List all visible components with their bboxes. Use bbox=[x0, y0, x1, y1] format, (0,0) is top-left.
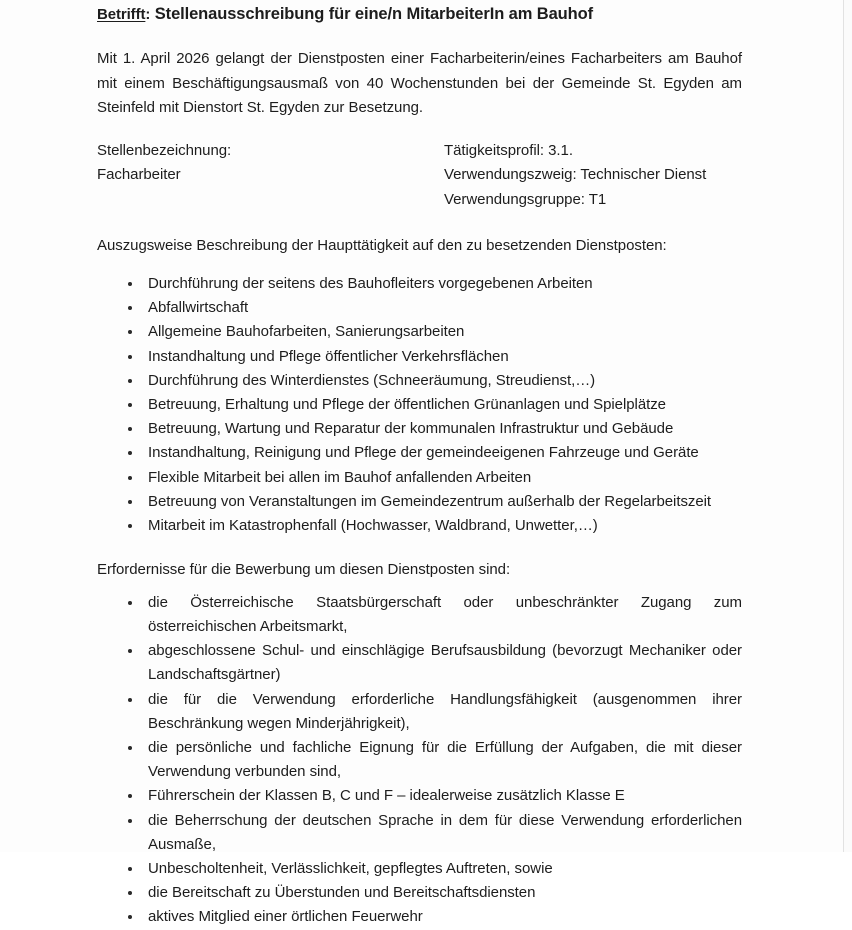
list-item: Mitarbeit im Katastrophenfall (Hochwasser, Waldbrand, Unwetter,…) bbox=[97, 514, 742, 538]
list-item: die Österreichische Staatsbürgerschaft oder unbeschränkter Zugang zum österreichischen Arbeitsmarkt, bbox=[97, 591, 742, 639]
tasks-heading: Auszugsweise Beschreibung der Haupttätigkeit auf den zu besetzenden Dienstposten: bbox=[97, 236, 667, 254]
employment-branch: Verwendungszweig: Technischer Dienst bbox=[444, 166, 707, 183]
tasks-list bbox=[97, 258, 742, 538]
requirements-list bbox=[97, 583, 742, 930]
list-item: Durchführung der seitens des Bauhofleiters vorgegebenen Arbeiten bbox=[97, 272, 742, 296]
list-item: aktives Mitglied einer örtlichen Feuerwehr bbox=[97, 905, 742, 929]
job-details-left-column bbox=[97, 139, 427, 188]
position-label: Stellenbezeichnung: bbox=[97, 141, 232, 159]
list-item: die Bereitschaft zu Überstunden und Bereitschaftsdiensten bbox=[97, 881, 742, 905]
list-item: Betreuung, Wartung und Reparatur der kommunalen Infrastruktur und Gebäude bbox=[97, 417, 742, 441]
list-item: Betreuung von Veranstaltungen im Gemeindezentrum außerhalb der Regelarbeitszeit bbox=[97, 490, 742, 514]
list-item: Instandhaltung und Pflege öffentlicher Verkehrsflächen bbox=[97, 345, 742, 369]
list-item: Abfallwirtschaft bbox=[97, 296, 742, 320]
job-details-columns bbox=[97, 121, 742, 217]
page-title: Stellenausschreibung für eine/n MitarbeiterIn am Bauhof bbox=[154, 5, 594, 23]
requirements-heading: Erfordernisse für die Bewerbung um diesen Dienstposten sind: bbox=[97, 561, 511, 579]
list-item: Instandhaltung, Reinigung und Pflege der gemeindeeigenen Fahrzeuge und Geräte bbox=[97, 441, 742, 465]
list-item: Durchführung des Winterdienstes (Schneeräumung, Streudienst,…) bbox=[97, 369, 742, 393]
list-item: Führerschein der Klassen B, C und F – idealerweise zusätzlich Klasse E bbox=[97, 784, 742, 808]
list-item: Unbescholtenheit, Verlässlichkeit, gepflegtes Auftreten, sowie bbox=[97, 857, 742, 881]
list-item: die Beherrschung der deutschen Sprache in dem für diese Verwendung erforderlichen Ausmaße, bbox=[97, 809, 742, 857]
activity-profile: Tätigkeitsprofil: 3.1. bbox=[444, 141, 573, 159]
list-item: abgeschlossene Schul- und einschlägige Berufsausbildung (bevorzugt Mechaniker oder Landschaftsgärtner) bbox=[97, 639, 742, 687]
employment-group: Verwendungsgruppe: T1 bbox=[444, 190, 607, 208]
list-item: Flexible Mitarbeit bei allen im Bauhof anfallenden Arbeiten bbox=[97, 466, 742, 490]
job-details-right-column bbox=[444, 139, 744, 213]
subject-colon: : bbox=[145, 6, 151, 23]
list-item: Allgemeine Bauhofarbeiten, Sanierungsarbeiten bbox=[97, 320, 742, 344]
list-item: die persönliche und fachliche Eignung für die Erfüllung der Aufgaben, die mit dieser Verwendung verbunden sind, bbox=[97, 736, 742, 784]
list-item: die für die Verwendung erforderliche Handlungsfähigkeit (ausgenommen ihrer Beschränkung wegen Minderjährigkeit), bbox=[97, 688, 742, 736]
position-value: Facharbeiter bbox=[97, 166, 181, 183]
intro-paragraph: Mit 1. April 2026 gelangt der Dienstposten einer Facharbeiterin/eines Facharbeiters am Bauhof mit einem Beschäftigungsausmaß von 40 Wochenstunden bei der Gemeinde St. Egyden am Steinfeld mit Dienstort St. Egyden zur Besetzung. bbox=[97, 50, 742, 116]
subject-line bbox=[97, 0, 742, 27]
subject-label: Betrifft bbox=[97, 6, 146, 23]
scan-edge-line bbox=[843, 0, 844, 852]
document-body bbox=[97, 0, 742, 930]
list-item: Betreuung, Erhaltung und Pflege der öffentlichen Grünanlagen und Spielplätze bbox=[97, 393, 742, 417]
scan-margin bbox=[844, 0, 852, 852]
